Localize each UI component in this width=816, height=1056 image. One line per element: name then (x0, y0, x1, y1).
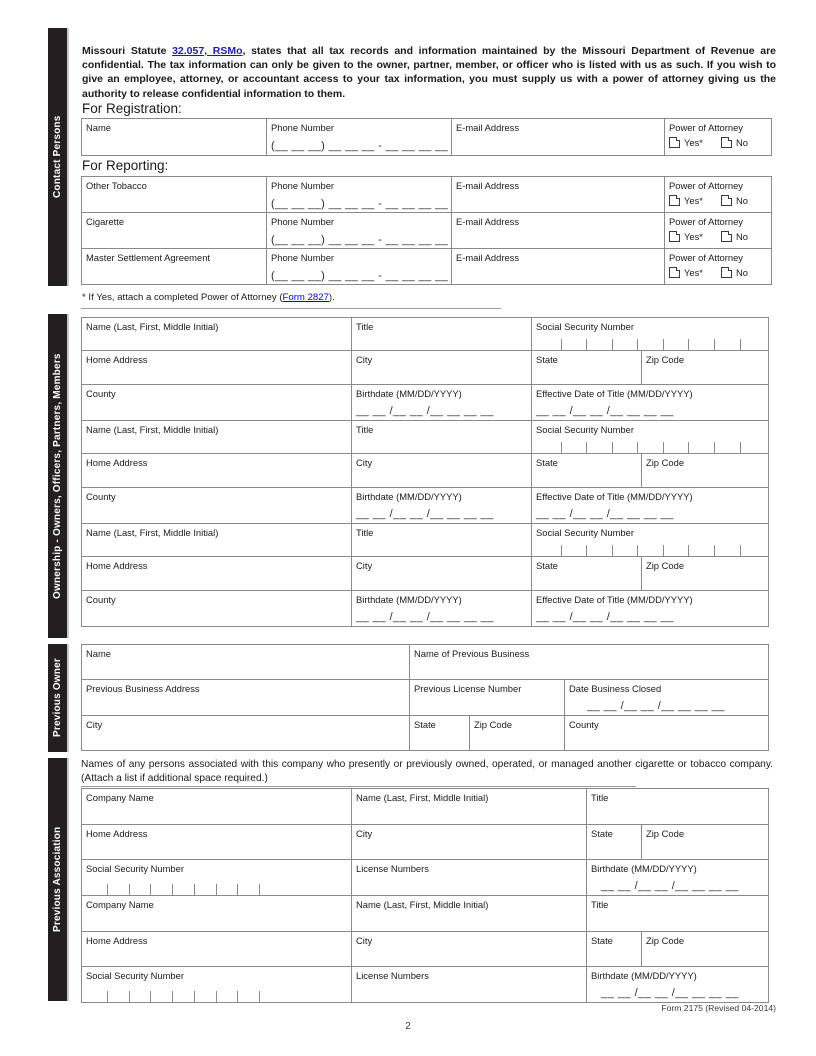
cell-city[interactable] (352, 454, 532, 488)
label-birthdate: Birthdate (MM/DD/YYYY) (356, 491, 462, 502)
cell-state[interactable] (587, 825, 642, 860)
label-state: State (536, 560, 558, 571)
label-previous-license-number: Previous License Number (414, 683, 522, 694)
label-state: State (591, 935, 613, 946)
label-name: Name (Last, First, Middle Initial) (86, 424, 219, 435)
label-state: State (591, 828, 613, 839)
cell-home-address[interactable] (82, 825, 352, 860)
footnote-underrule (81, 308, 501, 309)
form-2827-link[interactable]: Form 2827 (282, 292, 329, 303)
table-row (82, 716, 769, 751)
confidentiality-statement (82, 44, 776, 101)
date-closed-blank: __ __ /__ __ /__ __ __ __ (587, 700, 725, 712)
label-zip-code: Zip Code (646, 354, 685, 365)
cell-city[interactable] (352, 351, 532, 385)
label-phone: Phone Number (271, 122, 335, 133)
label-ssn: Social Security Number (86, 863, 184, 874)
checkbox-poa-no[interactable] (721, 137, 732, 148)
cell-power-of-attorney (665, 177, 772, 213)
power-of-attorney-footnote (82, 291, 682, 305)
label-poa-yes: Yes* (684, 231, 703, 242)
birthdate-blank: __ __ /__ __ /__ __ __ __ (601, 880, 739, 892)
label-other-tobacco: Other Tobacco (86, 180, 147, 191)
cell-master-settlement-agreement[interactable] (82, 249, 267, 285)
label-title: Title (356, 527, 374, 538)
label-email: E-mail Address (456, 216, 520, 227)
label-city: City (356, 828, 373, 839)
label-name: Name (86, 648, 112, 659)
table-row (82, 351, 769, 385)
label-zip-code: Zip Code (646, 560, 685, 571)
cell-city[interactable] (352, 932, 587, 967)
cell-birthdate[interactable] (352, 385, 532, 421)
birthdate-blank: __ __ /__ __ /__ __ __ __ (356, 405, 494, 417)
footnote-text-after-link: ). (328, 292, 335, 303)
checkbox-poa-no[interactable] (721, 267, 732, 278)
label-poa-yes: Yes* (684, 137, 703, 148)
intro-text-after-link: , states that all tax records and information maintained by the Missouri Department of Revenue are confidential. The tax information can only be given to the owner, partner, member, or officer who is listed with us as such. If you wish to give an employee, attorney, or accountant access to your tax information, you must supply us with a power of attorney giving us the authority to release confidential information to them. (82, 45, 776, 100)
cell-license-numbers[interactable] (352, 860, 587, 896)
cell-owner-ssn[interactable] (532, 421, 769, 454)
cell-email[interactable] (452, 119, 665, 156)
label-poa-no: No (735, 231, 748, 242)
footnote-text-before-link: * If Yes, attach a completed Power of Attorney ( (82, 292, 283, 303)
previous-association-instructions: Names of any persons associated with this company who presently or previously owned, operated, or managed another cigarette or tobacco company. (Attach a list if additional space required.) (81, 759, 773, 784)
label-zip-code: Zip Code (646, 935, 685, 946)
table-row (82, 318, 769, 351)
label-title: Title (591, 792, 609, 803)
cell-previous-business-name[interactable] (410, 645, 769, 680)
tab-label-previous-association (48, 758, 67, 1001)
label-state: State (536, 354, 558, 365)
ssn-comb-field (536, 442, 765, 453)
table-row (82, 177, 772, 213)
page-number: 2 (405, 1021, 411, 1032)
label-home-address: Home Address (86, 354, 148, 365)
cell-email[interactable] (452, 249, 665, 285)
table-row (82, 645, 769, 680)
label-name: Name (Last, First, Middle Initial) (86, 527, 219, 538)
label-power-of-attorney: Power of Attorney (669, 122, 743, 133)
label-name: Name (Last, First, Middle Initial) (356, 792, 489, 803)
birthdate-blank: __ __ /__ __ /__ __ __ __ (356, 611, 494, 623)
cell-cigarette[interactable] (82, 213, 267, 249)
birthdate-blank: __ __ /__ __ /__ __ __ __ (356, 508, 494, 520)
label-date-business-closed: Date Business Closed (569, 683, 662, 694)
cell-birthdate[interactable] (352, 488, 532, 524)
tab-shadow (67, 644, 69, 752)
cell-county[interactable] (82, 385, 352, 421)
table-row (82, 454, 769, 488)
cell-effective-date[interactable] (532, 591, 769, 627)
label-email: E-mail Address (456, 180, 520, 191)
checkbox-poa-yes[interactable] (669, 267, 680, 278)
cell-home-address[interactable] (82, 557, 352, 591)
cell-state[interactable] (532, 557, 642, 591)
cell-owner-title[interactable] (352, 318, 532, 351)
label-home-address: Home Address (86, 828, 148, 839)
table-row (82, 524, 769, 557)
label-title: Title (356, 424, 374, 435)
cell-power-of-attorney (665, 213, 772, 249)
cell-owner-ssn[interactable] (532, 524, 769, 557)
cell-title[interactable] (587, 896, 769, 932)
cell-zip[interactable] (642, 351, 769, 385)
label-phone: Phone Number (271, 180, 335, 191)
label-title: Title (591, 899, 609, 910)
checkbox-poa-yes[interactable] (669, 137, 680, 148)
cell-owner-name[interactable] (82, 421, 352, 454)
phone-blank: (__ __ __) __ __ __ - __ __ __ __ (271, 270, 449, 282)
label-name: Name (Last, First, Middle Initial) (86, 321, 219, 332)
ssn-comb-field (86, 991, 281, 1002)
table-row (82, 967, 769, 1003)
label-home-address: Home Address (86, 457, 148, 468)
registration-contacts-table (81, 118, 772, 156)
tab-shadow (67, 28, 69, 286)
label-city: City (356, 560, 373, 571)
label-company-name: Company Name (86, 792, 154, 803)
cell-city[interactable] (352, 825, 587, 860)
table-row (82, 213, 772, 249)
label-ssn: Social Security Number (536, 527, 634, 538)
phone-blank: (__ __ __) __ __ __ - __ __ __ __ (271, 198, 449, 210)
table-row (82, 680, 769, 716)
cell-phone[interactable] (267, 119, 452, 156)
label-effective-date-of-title: Effective Date of Title (MM/DD/YYYY) (536, 388, 693, 399)
cell-phone[interactable] (267, 249, 452, 285)
previous-association-tab-text: Previous Association (52, 826, 63, 933)
cell-county[interactable] (82, 488, 352, 524)
checkbox-poa-no[interactable] (721, 195, 732, 206)
table-row (82, 488, 769, 524)
table-row (82, 896, 769, 932)
cell-state[interactable] (532, 454, 642, 488)
label-power-of-attorney: Power of Attorney (669, 252, 743, 263)
label-master-settlement-agreement: Master Settlement Agreement (86, 252, 211, 263)
intro-text-before-link: Missouri Statute (82, 45, 173, 57)
cell-state[interactable] (587, 932, 642, 967)
table-row (82, 557, 769, 591)
label-city: City (86, 719, 103, 730)
label-title: Title (356, 321, 374, 332)
table-row (82, 421, 769, 454)
label-birthdate: Birthdate (MM/DD/YYYY) (591, 970, 697, 981)
birthdate-blank: __ __ /__ __ /__ __ __ __ (601, 987, 739, 999)
tab-label-contact-persons (48, 28, 67, 286)
cell-other-tobacco[interactable] (82, 177, 267, 213)
label-birthdate: Birthdate (MM/DD/YYYY) (356, 594, 462, 605)
label-city: City (356, 354, 373, 365)
ssn-comb-field (536, 339, 765, 350)
effective-date-blank: __ __ /__ __ /__ __ __ __ (536, 508, 674, 520)
checkbox-poa-yes[interactable] (669, 231, 680, 242)
label-home-address: Home Address (86, 560, 148, 571)
table-row (82, 385, 769, 421)
cell-home-address[interactable] (82, 932, 352, 967)
label-poa-yes: Yes* (684, 195, 703, 206)
effective-date-blank: __ __ /__ __ /__ __ __ __ (536, 405, 674, 417)
ownership-table (81, 317, 769, 627)
statute-link[interactable]: 32.057, RSMo (172, 45, 243, 57)
tab-label-ownership (48, 314, 67, 638)
cell-county[interactable] (565, 716, 769, 751)
form-revision-footer: Form 2175 (Revised 04-2014) (661, 1003, 776, 1013)
previous-association-table (81, 788, 769, 1003)
cell-birthdate[interactable] (352, 591, 532, 627)
label-birthdate: Birthdate (MM/DD/YYYY) (591, 863, 697, 874)
label-poa-no: No (735, 137, 748, 148)
table-row (82, 591, 769, 627)
phone-blank: (__ __ __) __ __ __ - __ __ __ __ (271, 140, 449, 152)
previous-owner-tab-text: Previous Owner (52, 658, 63, 738)
cell-home-address[interactable] (82, 351, 352, 385)
label-company-name: Company Name (86, 899, 154, 910)
label-effective-date-of-title: Effective Date of Title (MM/DD/YYYY) (536, 491, 693, 502)
table-row (82, 789, 769, 825)
checkbox-poa-yes[interactable] (669, 195, 680, 206)
cell-previous-business-address[interactable] (82, 680, 410, 716)
table-row (82, 825, 769, 860)
label-name: Name (86, 122, 112, 133)
cell-zip[interactable] (642, 932, 769, 967)
cell-date-business-closed[interactable] (565, 680, 769, 716)
label-city: City (356, 457, 373, 468)
cell-phone[interactable] (267, 213, 452, 249)
label-previous-business-address: Previous Business Address (86, 683, 200, 694)
label-previous-business-name: Name of Previous Business (414, 648, 530, 659)
cell-owner-title[interactable] (352, 421, 532, 454)
tab-label-previous-owner (48, 644, 67, 752)
label-poa-no: No (735, 267, 748, 278)
label-zip-code: Zip Code (474, 719, 513, 730)
cell-license-numbers[interactable] (352, 967, 587, 1003)
label-ssn: Social Security Number (536, 424, 634, 435)
label-city: City (356, 935, 373, 946)
cell-zip[interactable] (642, 454, 769, 488)
for-reporting-heading: For Reporting: (82, 158, 169, 173)
label-poa-yes: Yes* (684, 267, 703, 278)
label-zip-code: Zip Code (646, 457, 685, 468)
label-phone: Phone Number (271, 252, 335, 263)
cell-person-name[interactable] (352, 789, 587, 825)
cell-zip[interactable] (642, 825, 769, 860)
ssn-comb-field (536, 545, 765, 556)
tab-shadow (67, 314, 69, 638)
cell-ssn[interactable] (82, 967, 352, 1003)
label-ssn: Social Security Number (86, 970, 184, 981)
cell-phone[interactable] (267, 177, 452, 213)
contact-persons-tab-text: Contact Persons (52, 115, 63, 199)
cell-owner-title[interactable] (352, 524, 532, 557)
cell-email[interactable] (452, 177, 665, 213)
label-license-numbers: License Numbers (356, 970, 429, 981)
ownership-tab-text: Ownership - Owners, Officers, Partners, Members (52, 353, 63, 599)
label-home-address: Home Address (86, 935, 148, 946)
cell-owner-name[interactable] (82, 524, 352, 557)
cell-state[interactable] (532, 351, 642, 385)
checkbox-poa-no[interactable] (721, 231, 732, 242)
cell-previous-owner-name[interactable] (82, 645, 410, 680)
cell-birthdate[interactable] (587, 967, 769, 1003)
label-birthdate: Birthdate (MM/DD/YYYY) (356, 388, 462, 399)
label-email: E-mail Address (456, 252, 520, 263)
label-county: County (569, 719, 599, 730)
cell-owner-ssn[interactable] (532, 318, 769, 351)
label-poa-no: No (735, 195, 748, 206)
table-row (82, 860, 769, 896)
instructions-underrule (81, 786, 636, 787)
previous-owner-table (81, 644, 769, 751)
cell-birthdate[interactable] (587, 860, 769, 896)
cell-city[interactable] (352, 557, 532, 591)
cell-company-name[interactable] (82, 896, 352, 932)
cell-power-of-attorney (665, 119, 772, 156)
cell-ssn[interactable] (82, 860, 352, 896)
for-registration-heading: For Registration: (82, 101, 182, 116)
phone-blank: (__ __ __) __ __ __ - __ __ __ __ (271, 234, 449, 246)
label-ssn: Social Security Number (536, 321, 634, 332)
cell-name[interactable] (82, 119, 267, 156)
label-cigarette: Cigarette (86, 216, 125, 227)
tab-shadow (67, 758, 69, 1001)
label-zip-code: Zip Code (646, 828, 685, 839)
cell-owner-name[interactable] (82, 318, 352, 351)
label-phone: Phone Number (271, 216, 335, 227)
label-power-of-attorney: Power of Attorney (669, 216, 743, 227)
label-county: County (86, 388, 116, 399)
label-county: County (86, 594, 116, 605)
ssn-comb-field (86, 884, 281, 895)
label-email: E-mail Address (456, 122, 520, 133)
reporting-contacts-table (81, 176, 772, 285)
label-effective-date-of-title: Effective Date of Title (MM/DD/YYYY) (536, 594, 693, 605)
cell-state[interactable] (410, 716, 470, 751)
cell-zip[interactable] (642, 557, 769, 591)
cell-zip[interactable] (470, 716, 565, 751)
cell-person-name[interactable] (352, 896, 587, 932)
cell-company-name[interactable] (82, 789, 352, 825)
cell-county[interactable] (82, 591, 352, 627)
table-row (82, 932, 769, 967)
effective-date-blank: __ __ /__ __ /__ __ __ __ (536, 611, 674, 623)
label-power-of-attorney: Power of Attorney (669, 180, 743, 191)
table-row (82, 119, 772, 156)
cell-effective-date[interactable] (532, 385, 769, 421)
cell-home-address[interactable] (82, 454, 352, 488)
cell-effective-date[interactable] (532, 488, 769, 524)
cell-previous-license-number[interactable] (410, 680, 565, 716)
label-license-numbers: License Numbers (356, 863, 429, 874)
label-name: Name (Last, First, Middle Initial) (356, 899, 489, 910)
label-county: County (86, 491, 116, 502)
cell-city[interactable] (82, 716, 410, 751)
label-state: State (536, 457, 558, 468)
label-state: State (414, 719, 436, 730)
table-row (82, 249, 772, 285)
cell-title[interactable] (587, 789, 769, 825)
cell-email[interactable] (452, 213, 665, 249)
cell-power-of-attorney (665, 249, 772, 285)
